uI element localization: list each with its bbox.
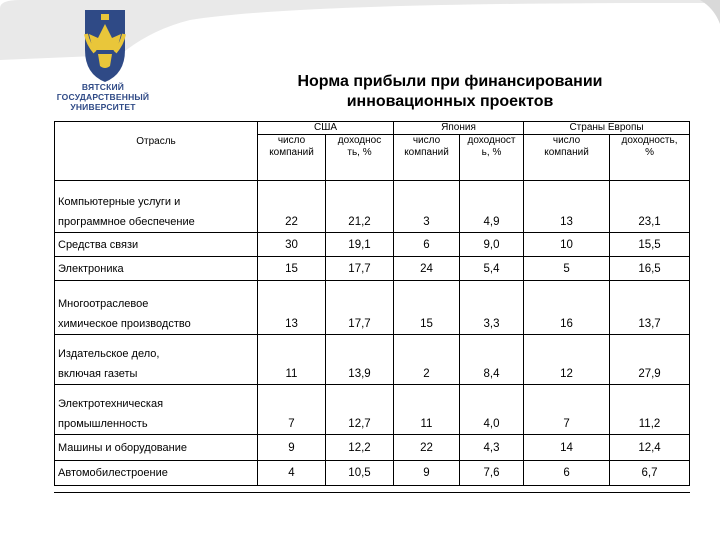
value-cell: 24 (394, 257, 460, 281)
industry-cell (55, 181, 258, 233)
column-subheader-line: число (277, 135, 306, 146)
table-row (55, 461, 690, 486)
table-bottom-border (54, 492, 690, 493)
table-row (55, 181, 690, 233)
column-subheader (258, 135, 326, 181)
industry-label-line: Компьютерные услуги и (58, 196, 181, 208)
value-cell: 10,5 (326, 461, 394, 486)
value-cell: 5,4 (460, 257, 524, 281)
column-subheader-line: ть, % (347, 147, 372, 158)
column-subheader (394, 135, 460, 181)
value-cell: 19,1 (326, 233, 394, 257)
value-cell: 17,7 (326, 281, 394, 335)
industry-label-line: Издательское дело, (58, 348, 160, 360)
column-subheader (524, 135, 610, 181)
value-cell: 3 (394, 181, 460, 233)
table-row (55, 281, 690, 335)
industry-label-line: Автомобилестроение (58, 467, 168, 479)
column-subheader-line: число (552, 135, 581, 146)
industry-header: Отрасль (55, 122, 258, 181)
value-cell: 4,9 (460, 181, 524, 233)
group-header-europe: Страны Европы (524, 122, 690, 135)
value-cell: 9,0 (460, 233, 524, 257)
column-subheader-line: число (412, 135, 441, 146)
value-cell: 2 (394, 335, 460, 385)
column-subheader (326, 135, 394, 181)
value-cell: 22 (394, 435, 460, 461)
value-cell: 12,4 (610, 435, 690, 461)
value-cell: 15 (394, 281, 460, 335)
value-cell: 12,7 (326, 385, 394, 435)
value-cell: 4,3 (460, 435, 524, 461)
value-cell: 9 (258, 435, 326, 461)
value-cell: 11,2 (610, 385, 690, 435)
logo-line-2: ГОСУДАРСТВЕННЫЙ (56, 92, 150, 102)
column-subheader-line: компаний (544, 147, 589, 158)
table-row (55, 435, 690, 461)
industry-cell (55, 257, 258, 281)
value-cell: 13 (258, 281, 326, 335)
value-cell: 11 (258, 335, 326, 385)
title-line-2: инновационных проектов (346, 93, 554, 110)
value-cell: 15 (258, 257, 326, 281)
page-title (225, 72, 675, 112)
industry-label-line: Электроника (58, 262, 124, 275)
column-subheader-line: доходнос (337, 135, 382, 146)
table-row (55, 385, 690, 435)
value-cell: 3,3 (460, 281, 524, 335)
university-name (38, 82, 168, 112)
value-cell: 10 (524, 233, 610, 257)
group-header-usa: США (258, 122, 394, 135)
value-cell: 5 (524, 257, 610, 281)
value-cell: 16 (524, 281, 610, 335)
column-subheader (460, 135, 524, 181)
value-cell: 21,2 (326, 181, 394, 233)
industry-cell (55, 281, 258, 335)
column-subheader-line: компаний (404, 147, 449, 158)
value-cell: 14 (524, 435, 610, 461)
industry-cell (55, 233, 258, 257)
title-line-1: Норма прибыли при финансировании (297, 73, 603, 90)
profit-norms-table (54, 121, 690, 486)
value-cell: 23,1 (610, 181, 690, 233)
value-cell: 27,9 (610, 335, 690, 385)
value-cell: 9 (394, 461, 460, 486)
value-cell: 13,7 (610, 281, 690, 335)
industry-label-line: Многоотраслевое (58, 298, 149, 310)
value-cell: 12 (524, 335, 610, 385)
value-cell: 30 (258, 233, 326, 257)
value-cell: 7 (258, 385, 326, 435)
industry-label-line: включая газеты (58, 368, 138, 380)
table-row (55, 233, 690, 257)
table-row (55, 257, 690, 281)
value-cell: 17,7 (326, 257, 394, 281)
industry-label-line: Машины и оборудование (58, 441, 187, 454)
value-cell: 4,0 (460, 385, 524, 435)
industry-label-line: программное обеспечение (58, 216, 195, 228)
value-cell: 4 (258, 461, 326, 486)
value-cell: 7 (524, 385, 610, 435)
value-cell: 15,5 (610, 233, 690, 257)
column-subheader-line: компаний (269, 147, 314, 158)
column-subheader-line: доходность, (621, 135, 678, 146)
column-subheader-line: ь, % (481, 147, 502, 158)
logo-line-1: ВЯТСКИЙ (81, 82, 125, 92)
value-cell: 6,7 (610, 461, 690, 486)
industry-label-line: Электротехническая (58, 398, 164, 410)
logo-line-3: УНИВЕРСИТЕТ (70, 102, 136, 112)
value-cell: 13 (524, 181, 610, 233)
value-cell: 12,2 (326, 435, 394, 461)
table-row (55, 335, 690, 385)
value-cell: 16,5 (610, 257, 690, 281)
value-cell: 7,6 (460, 461, 524, 486)
industry-label-line: Средства связи (58, 238, 139, 251)
value-cell: 8,4 (460, 335, 524, 385)
column-subheader (610, 135, 690, 181)
industry-label-line: химическое производство (58, 318, 191, 330)
industry-label-line: промышленность (58, 418, 148, 430)
value-cell: 22 (258, 181, 326, 233)
value-cell: 11 (394, 385, 460, 435)
value-cell: 13,9 (326, 335, 394, 385)
column-subheader-line: доходност (467, 135, 516, 146)
value-cell: 6 (524, 461, 610, 486)
industry-cell (55, 435, 258, 461)
value-cell: 6 (394, 233, 460, 257)
column-subheader-line: % (645, 147, 654, 158)
industry-cell (55, 461, 258, 486)
group-header-japan: Япония (394, 122, 524, 135)
industry-cell (55, 385, 258, 435)
industry-cell (55, 335, 258, 385)
